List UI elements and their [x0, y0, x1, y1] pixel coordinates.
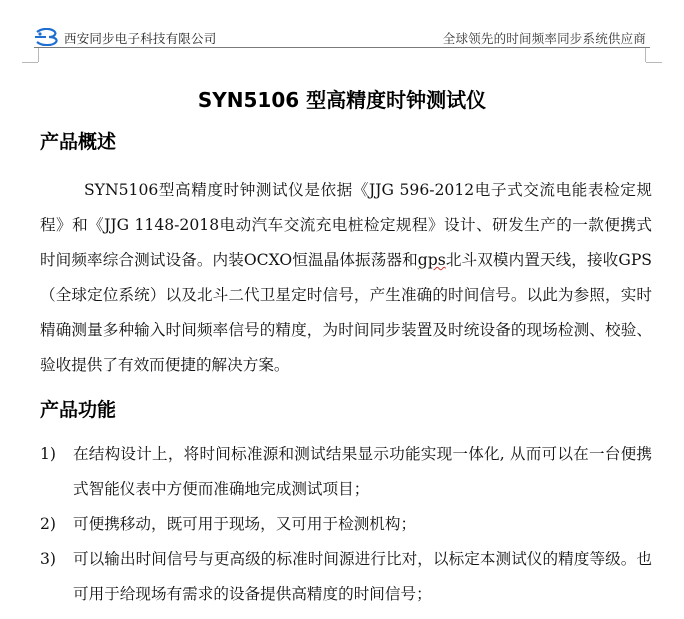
- list-item-text: 可以输出时间信号与更高级的标准时间源进行比对，以标定本测试仪的精度等级。也可用于给现场有需求的设备提供高精度的时间信号；: [73, 550, 652, 603]
- margin-mark-right-h: [646, 62, 662, 63]
- document-title: SYN5106 型高精度时钟测试仪: [197, 88, 487, 112]
- page-header: [0, 0, 684, 62]
- overview-paragraph: [40, 173, 652, 383]
- list-item-text: 可便携移动，既可用于现场，又可用于检测机构；: [73, 515, 417, 533]
- overview-text-part1: SYN5106型高精度时钟测试仪是依据《JJG 596-2012电子式交流电能表检定规程》和《JJG 1148-2018电动汽车交流充电桩检定规程》设计、研发生产的一款便携式时间频率综合测试设备。内装OCXO恒温晶体振荡器和: [40, 181, 652, 269]
- list-item-number: 2): [40, 515, 57, 533]
- list-item: [40, 542, 652, 612]
- overview-text-part2: 北斗双模内置天线，接收GPS（全球定位系统）以及北斗二代卫星定时信号，产生准确的时间信号。以此为参照，实时精确测量多种输入时间频率信号的精度，为时间同步装置及时统设备的现场检测、校验、验收提供了有效而便捷的解决方案。: [40, 251, 652, 374]
- margin-mark-left: [38, 48, 39, 62]
- list-item: [40, 507, 652, 542]
- list-item-number: 3): [40, 550, 57, 568]
- features-list: [40, 437, 652, 612]
- header-divider: [34, 47, 650, 48]
- list-item: [40, 437, 652, 507]
- company-name: 西安同步电子科技有限公司: [64, 31, 217, 46]
- margin-mark-left-h: [22, 62, 38, 63]
- overview-heading: 产品概述: [40, 131, 117, 153]
- list-item-text: 在结构设计上，将时间标准源和测试结果显示功能实现一体化, 从而可以在一台便携式智能仪表中方便而准确地完成测试项目；: [73, 445, 652, 498]
- margin-mark-right: [645, 48, 646, 62]
- features-heading: 产品功能: [40, 399, 117, 421]
- company-slogan: 全球领先的时间频率同步系统供应商: [442, 31, 646, 46]
- company-logo-icon: [34, 28, 60, 46]
- list-item-number: 1): [40, 445, 57, 463]
- spellcheck-marked-word: gps: [417, 251, 446, 269]
